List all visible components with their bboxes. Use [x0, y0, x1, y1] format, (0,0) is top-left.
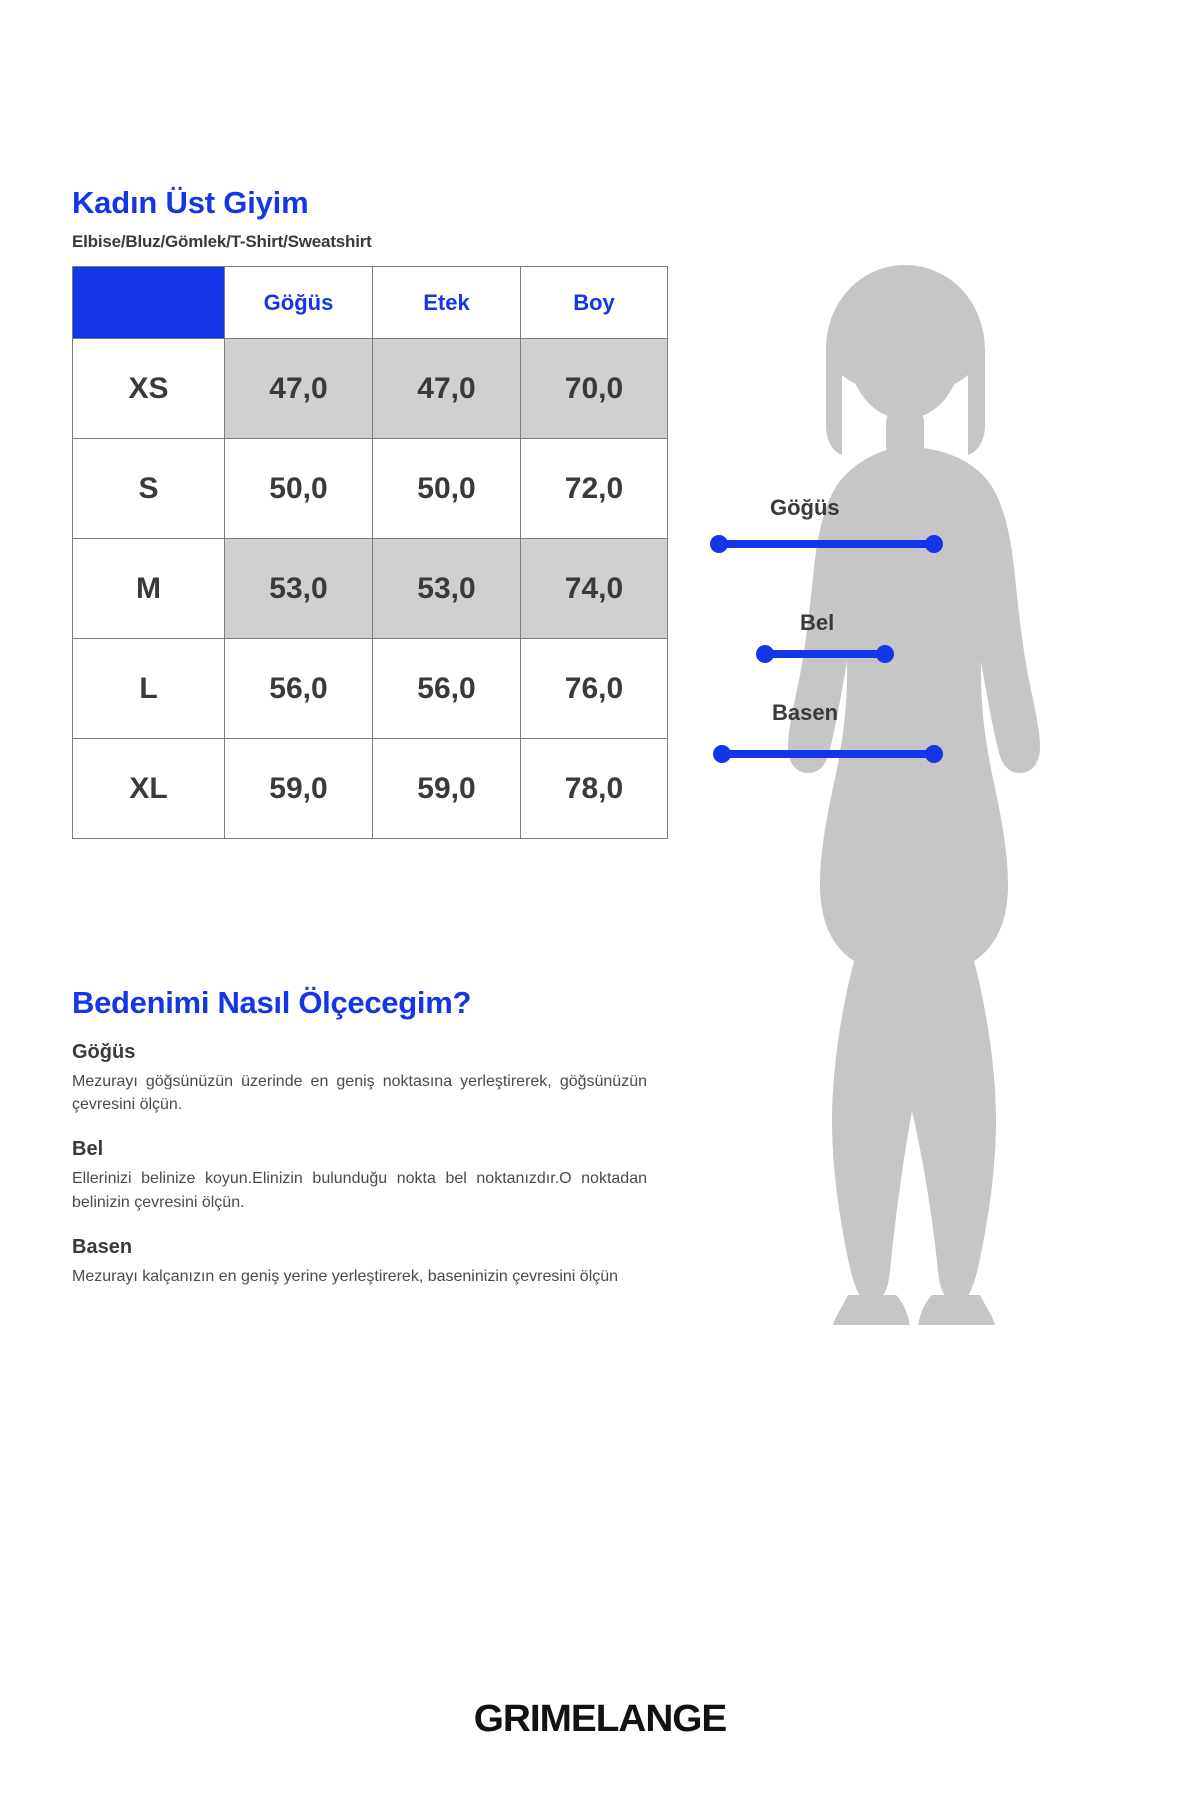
measure-block-chest	[72, 1041, 672, 1116]
measure-line-waist	[765, 650, 885, 658]
table-row	[73, 539, 668, 639]
measure-heading: Göğüs	[72, 1041, 136, 1063]
figure-label-waist: Bel	[800, 610, 835, 635]
cell-gogus: 47,0	[225, 339, 373, 439]
measure-text: Ellerinizi belinize koyun.Elinizin bulunduğu nokta bel noktanızdır.O noktadan belinizin çevresini ölçün.	[72, 1170, 647, 1211]
cell-boy: 70,0	[521, 339, 668, 439]
how-to-measure-title: Bedenimi Nasıl Ölçecegim?	[72, 985, 472, 1020]
size-table	[72, 266, 668, 839]
table-body	[73, 339, 668, 839]
cell-gogus: 59,0	[225, 739, 373, 839]
cell-etek: 47,0	[373, 339, 521, 439]
measure-endpoint-right	[925, 535, 943, 553]
cell-gogus: 50,0	[225, 439, 373, 539]
cell-etek: 59,0	[373, 739, 521, 839]
measure-line-chest	[719, 540, 934, 548]
measure-text: Mezurayı kalçanızın en geniş yerine yerleştirerek, baseninizin çevresini ölçün	[72, 1267, 619, 1285]
size-table-section	[72, 186, 672, 839]
table-header	[73, 267, 668, 339]
column-header-gogus: Göğüs	[225, 267, 373, 339]
brand-logo: GRIMELANGE	[473, 1698, 727, 1740]
measure-endpoint-left	[710, 535, 728, 553]
column-header-beden: Beden	[73, 267, 225, 339]
cell-size: S	[73, 439, 225, 539]
cell-size: M	[73, 539, 225, 639]
column-header-etek: Etek	[373, 267, 521, 339]
cell-gogus: 56,0	[225, 639, 373, 739]
cell-size: XS	[73, 339, 225, 439]
cell-boy: 76,0	[521, 639, 668, 739]
body-diagram	[700, 255, 1140, 1325]
measure-text: Mezurayı göğsünüzün üzerinde en geniş noktasına yerleştirerek, göğsünüzün çevresini ölçün.	[72, 1073, 647, 1114]
table-header-row	[73, 267, 668, 339]
table-row	[73, 639, 668, 739]
measure-endpoint-left	[756, 645, 774, 663]
measure-heading: Basen	[72, 1235, 133, 1258]
measure-endpoint-right	[925, 745, 943, 763]
measure-heading: Bel	[72, 1138, 104, 1161]
measure-line-hip	[722, 750, 934, 758]
cell-gogus: 53,0	[225, 539, 373, 639]
table-row	[73, 739, 668, 839]
measure-endpoint-left	[713, 745, 731, 763]
cell-boy: 72,0	[521, 439, 668, 539]
cell-boy: 74,0	[521, 539, 668, 639]
cell-boy: 78,0	[521, 739, 668, 839]
figure-label-hip: Basen	[772, 700, 839, 725]
cell-etek: 50,0	[373, 439, 521, 539]
page-title: Kadın Üst Giyim	[72, 185, 309, 220]
cell-size: L	[73, 639, 225, 739]
female-silhouette-icon	[700, 255, 1140, 1325]
measure-block-hip	[72, 1236, 672, 1288]
table-row	[73, 439, 668, 539]
figure-label-chest: Göğüs	[770, 495, 840, 520]
measure-block-waist	[72, 1138, 672, 1213]
measure-endpoint-right	[876, 645, 894, 663]
cell-size: XL	[73, 739, 225, 839]
column-header-boy: Boy	[521, 267, 668, 339]
table-row	[73, 339, 668, 439]
cell-etek: 56,0	[373, 639, 521, 739]
cell-etek: 53,0	[373, 539, 521, 639]
how-to-measure-section	[72, 985, 672, 1310]
page-subtitle: Elbise/Bluz/Gömlek/T-Shirt/Sweatshirt	[72, 232, 372, 252]
